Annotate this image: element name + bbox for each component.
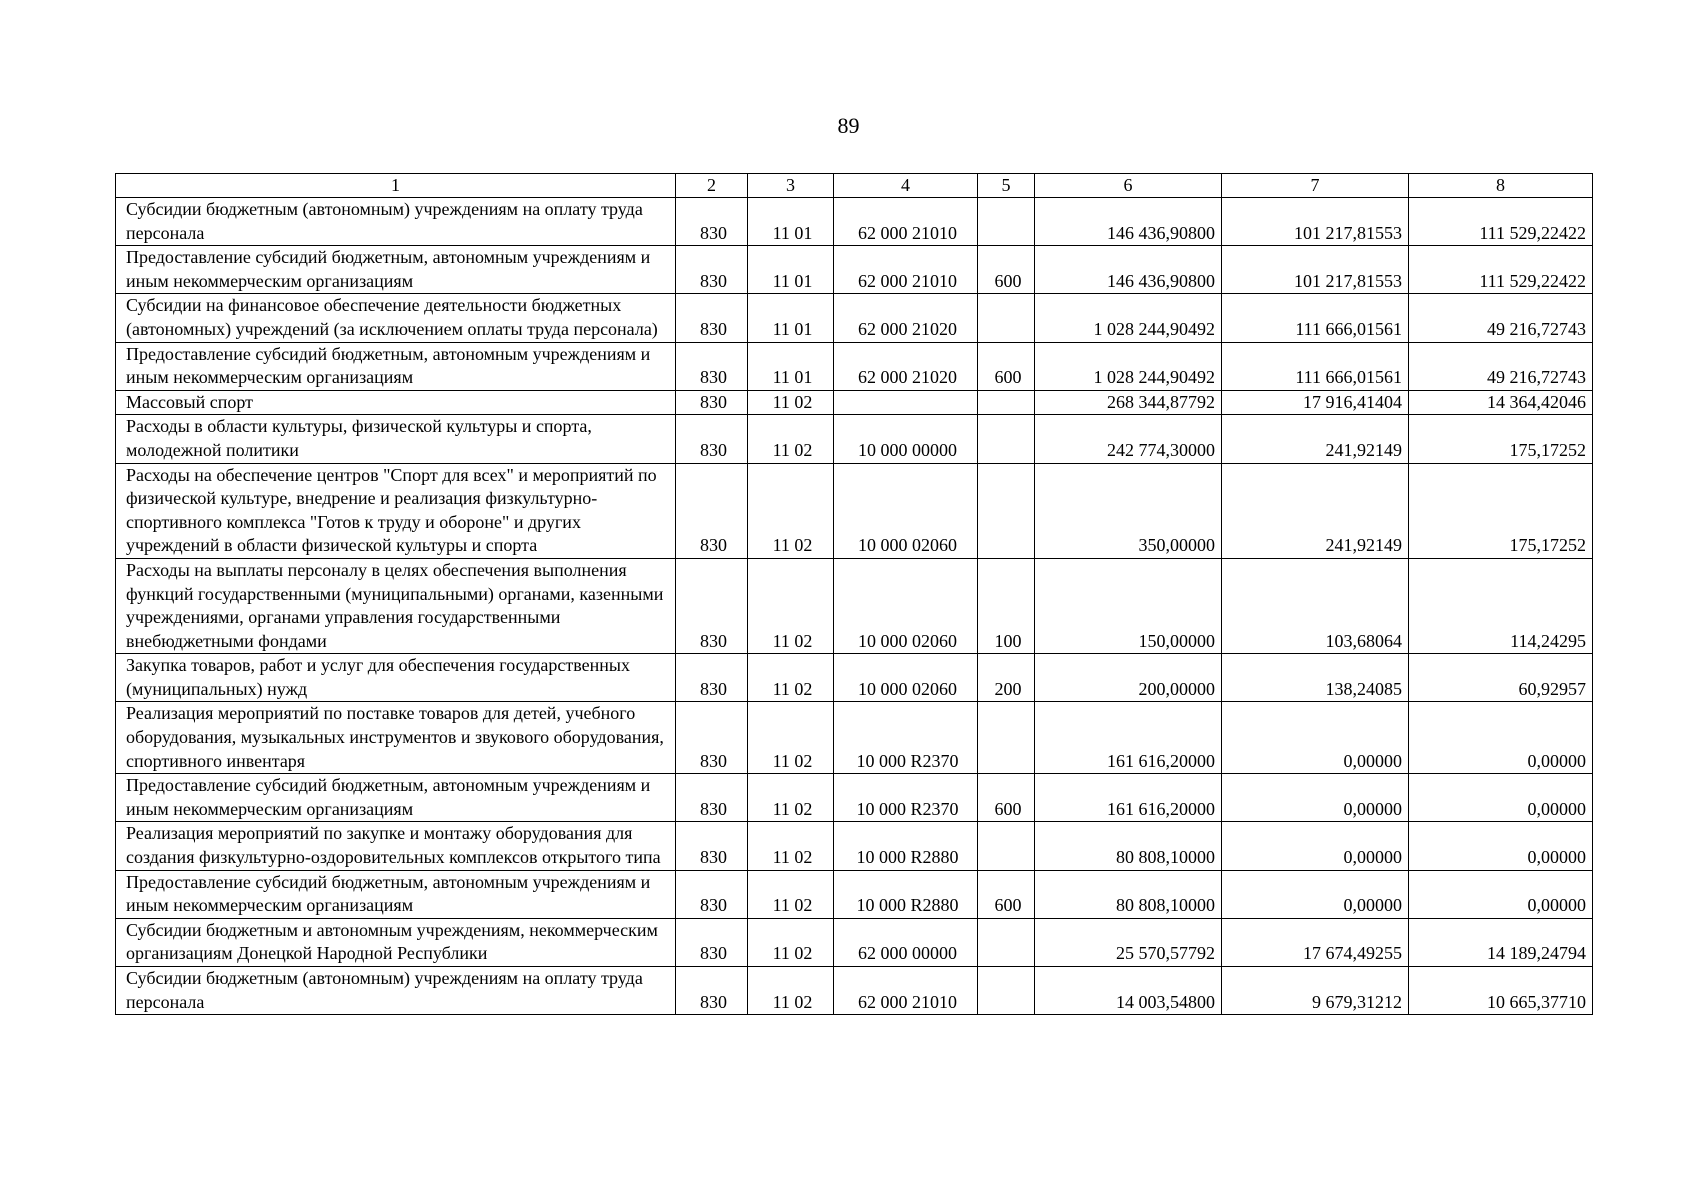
row-col2: 830 bbox=[676, 342, 748, 390]
row-col7: 241,92149 bbox=[1222, 415, 1409, 463]
row-col7: 111 666,01561 bbox=[1222, 342, 1409, 390]
row-col2: 830 bbox=[676, 967, 748, 1015]
column-header: 2 bbox=[676, 174, 748, 198]
row-col8: 14 364,42046 bbox=[1409, 390, 1593, 415]
row-col8: 10 665,37710 bbox=[1409, 967, 1593, 1015]
row-col3: 11 02 bbox=[748, 415, 834, 463]
table-row bbox=[116, 967, 1593, 1015]
row-col8: 175,17252 bbox=[1409, 463, 1593, 558]
table-header bbox=[116, 174, 1593, 198]
row-description: Субсидии бюджетным и автономным учреждениям, некоммерческим организациям Донецкой Народной Республики bbox=[116, 918, 676, 966]
table-row bbox=[116, 822, 1593, 870]
row-col2: 830 bbox=[676, 822, 748, 870]
row-col7: 101 217,81553 bbox=[1222, 246, 1409, 294]
column-header: 6 bbox=[1035, 174, 1222, 198]
row-col4: 10 000 R2880 bbox=[834, 870, 978, 918]
table-row bbox=[116, 246, 1593, 294]
row-col3: 11 01 bbox=[748, 246, 834, 294]
table-row bbox=[116, 702, 1593, 774]
row-col2: 830 bbox=[676, 774, 748, 822]
row-col3: 11 01 bbox=[748, 294, 834, 342]
header-row bbox=[116, 174, 1593, 198]
row-description: Субсидии бюджетным (автономным) учреждениям на оплату труда персонала bbox=[116, 967, 676, 1015]
row-col3: 11 02 bbox=[748, 822, 834, 870]
row-col8: 0,00000 bbox=[1409, 702, 1593, 774]
column-header: 3 bbox=[748, 174, 834, 198]
table-row bbox=[116, 654, 1593, 702]
row-col4: 10 000 R2370 bbox=[834, 702, 978, 774]
row-col5: 200 bbox=[978, 654, 1035, 702]
row-col5 bbox=[978, 702, 1035, 774]
row-col6: 161 616,20000 bbox=[1035, 774, 1222, 822]
row-col2: 830 bbox=[676, 918, 748, 966]
row-col4: 10 000 02060 bbox=[834, 558, 978, 653]
row-col4: 10 000 R2370 bbox=[834, 774, 978, 822]
row-description: Массовый спорт bbox=[116, 390, 676, 415]
row-col6: 200,00000 bbox=[1035, 654, 1222, 702]
row-col6: 161 616,20000 bbox=[1035, 702, 1222, 774]
row-col6: 80 808,10000 bbox=[1035, 870, 1222, 918]
row-col8: 14 189,24794 bbox=[1409, 918, 1593, 966]
row-col8: 60,92957 bbox=[1409, 654, 1593, 702]
row-col6: 1 028 244,90492 bbox=[1035, 342, 1222, 390]
row-col6: 25 570,57792 bbox=[1035, 918, 1222, 966]
row-col4: 10 000 02060 bbox=[834, 463, 978, 558]
row-col4: 10 000 R2880 bbox=[834, 822, 978, 870]
row-col2: 830 bbox=[676, 558, 748, 653]
row-description: Субсидии бюджетным (автономным) учреждениям на оплату труда персонала bbox=[116, 198, 676, 246]
row-description: Субсидии на финансовое обеспечение деятельности бюджетных (автономных) учреждений (за исключением оплаты труда персонала) bbox=[116, 294, 676, 342]
row-col4: 62 000 21020 bbox=[834, 294, 978, 342]
budget-table bbox=[115, 173, 1593, 1015]
row-col7: 0,00000 bbox=[1222, 702, 1409, 774]
row-col6: 268 344,87792 bbox=[1035, 390, 1222, 415]
row-col7: 17 674,49255 bbox=[1222, 918, 1409, 966]
table-row bbox=[116, 918, 1593, 966]
row-col2: 830 bbox=[676, 870, 748, 918]
row-col5: 600 bbox=[978, 870, 1035, 918]
row-col7: 101 217,81553 bbox=[1222, 198, 1409, 246]
table-row bbox=[116, 390, 1593, 415]
row-col7: 103,68064 bbox=[1222, 558, 1409, 653]
row-col8: 111 529,22422 bbox=[1409, 198, 1593, 246]
row-col4: 10 000 02060 bbox=[834, 654, 978, 702]
row-col7: 0,00000 bbox=[1222, 870, 1409, 918]
row-description: Предоставление субсидий бюджетным, автономным учреждениям и иным некоммерческим организациям bbox=[116, 774, 676, 822]
row-col7: 9 679,31212 bbox=[1222, 967, 1409, 1015]
table-row bbox=[116, 294, 1593, 342]
table-row bbox=[116, 342, 1593, 390]
row-col5 bbox=[978, 390, 1035, 415]
row-col3: 11 02 bbox=[748, 967, 834, 1015]
row-description: Предоставление субсидий бюджетным, автономным учреждениям и иным некоммерческим организациям bbox=[116, 246, 676, 294]
row-col2: 830 bbox=[676, 294, 748, 342]
row-description: Предоставление субсидий бюджетным, автономным учреждениям и иным некоммерческим организациям bbox=[116, 870, 676, 918]
table-row bbox=[116, 870, 1593, 918]
row-description: Предоставление субсидий бюджетным, автономным учреждениям и иным некоммерческим организациям bbox=[116, 342, 676, 390]
row-description: Реализация мероприятий по поставке товаров для детей, учебного оборудования, музыкальных инструментов и звукового оборудования, спортивного инвентаря bbox=[116, 702, 676, 774]
row-col6: 80 808,10000 bbox=[1035, 822, 1222, 870]
row-col3: 11 01 bbox=[748, 342, 834, 390]
row-col3: 11 02 bbox=[748, 390, 834, 415]
row-col5: 100 bbox=[978, 558, 1035, 653]
row-col5 bbox=[978, 967, 1035, 1015]
column-header: 7 bbox=[1222, 174, 1409, 198]
table-row bbox=[116, 463, 1593, 558]
row-col7: 0,00000 bbox=[1222, 822, 1409, 870]
row-description: Расходы на обеспечение центров "Спорт для всех" и мероприятий по физической культуре, внедрение и реализация физкультурно-спортивного комплекса "Готов к труду и обороне" и других учреждений в области физической культуры и спорта bbox=[116, 463, 676, 558]
row-col6: 150,00000 bbox=[1035, 558, 1222, 653]
row-col5: 600 bbox=[978, 774, 1035, 822]
row-col8: 49 216,72743 bbox=[1409, 294, 1593, 342]
row-col7: 138,24085 bbox=[1222, 654, 1409, 702]
row-col8: 111 529,22422 bbox=[1409, 246, 1593, 294]
table-body bbox=[116, 198, 1593, 1015]
table-row bbox=[116, 415, 1593, 463]
row-col4: 62 000 21010 bbox=[834, 198, 978, 246]
row-col5: 600 bbox=[978, 246, 1035, 294]
row-col2: 830 bbox=[676, 198, 748, 246]
row-col2: 830 bbox=[676, 415, 748, 463]
row-col6: 14 003,54800 bbox=[1035, 967, 1222, 1015]
row-col8: 0,00000 bbox=[1409, 822, 1593, 870]
page-number: 89 bbox=[837, 113, 860, 138]
row-col6: 242 774,30000 bbox=[1035, 415, 1222, 463]
row-col2: 830 bbox=[676, 390, 748, 415]
row-description: Реализация мероприятий по закупке и монтажу оборудования для создания физкультурно-оздоровительных комплексов открытого типа bbox=[116, 822, 676, 870]
row-col2: 830 bbox=[676, 246, 748, 294]
row-col6: 146 436,90800 bbox=[1035, 246, 1222, 294]
row-col4: 62 000 00000 bbox=[834, 918, 978, 966]
row-col3: 11 02 bbox=[748, 774, 834, 822]
row-col8: 175,17252 bbox=[1409, 415, 1593, 463]
row-col5 bbox=[978, 198, 1035, 246]
row-col4: 10 000 00000 bbox=[834, 415, 978, 463]
row-col2: 830 bbox=[676, 702, 748, 774]
row-col7: 17 916,41404 bbox=[1222, 390, 1409, 415]
row-col7: 241,92149 bbox=[1222, 463, 1409, 558]
row-col5: 600 bbox=[978, 342, 1035, 390]
table-row bbox=[116, 774, 1593, 822]
row-col3: 11 02 bbox=[748, 702, 834, 774]
row-col6: 146 436,90800 bbox=[1035, 198, 1222, 246]
row-col8: 49 216,72743 bbox=[1409, 342, 1593, 390]
row-col4: 62 000 21010 bbox=[834, 246, 978, 294]
row-col3: 11 02 bbox=[748, 654, 834, 702]
row-col5 bbox=[978, 415, 1035, 463]
table-row bbox=[116, 198, 1593, 246]
row-col3: 11 02 bbox=[748, 558, 834, 653]
row-col5 bbox=[978, 918, 1035, 966]
row-col6: 1 028 244,90492 bbox=[1035, 294, 1222, 342]
row-col6: 350,00000 bbox=[1035, 463, 1222, 558]
row-col5 bbox=[978, 463, 1035, 558]
column-header: 5 bbox=[978, 174, 1035, 198]
column-header: 1 bbox=[116, 174, 676, 198]
row-description: Расходы в области культуры, физической культуры и спорта, молодежной политики bbox=[116, 415, 676, 463]
row-col2: 830 bbox=[676, 654, 748, 702]
row-description: Закупка товаров, работ и услуг для обеспечения государственных (муниципальных) нужд bbox=[116, 654, 676, 702]
row-col3: 11 02 bbox=[748, 918, 834, 966]
row-col4: 62 000 21020 bbox=[834, 342, 978, 390]
row-col5 bbox=[978, 822, 1035, 870]
row-col7: 111 666,01561 bbox=[1222, 294, 1409, 342]
column-header: 4 bbox=[834, 174, 978, 198]
row-col7: 0,00000 bbox=[1222, 774, 1409, 822]
row-col2: 830 bbox=[676, 463, 748, 558]
row-col8: 0,00000 bbox=[1409, 774, 1593, 822]
table-row bbox=[116, 558, 1593, 653]
row-col3: 11 02 bbox=[748, 870, 834, 918]
row-col3: 11 02 bbox=[748, 463, 834, 558]
row-description: Расходы на выплаты персоналу в целях обеспечения выполнения функций государственными (муниципальными) органами, казенными учреждениями, органами управления государственными внебюджетными фондами bbox=[116, 558, 676, 653]
column-header: 8 bbox=[1409, 174, 1593, 198]
row-col4 bbox=[834, 390, 978, 415]
row-col8: 0,00000 bbox=[1409, 870, 1593, 918]
row-col4: 62 000 21010 bbox=[834, 967, 978, 1015]
row-col5 bbox=[978, 294, 1035, 342]
row-col3: 11 01 bbox=[748, 198, 834, 246]
row-col8: 114,24295 bbox=[1409, 558, 1593, 653]
